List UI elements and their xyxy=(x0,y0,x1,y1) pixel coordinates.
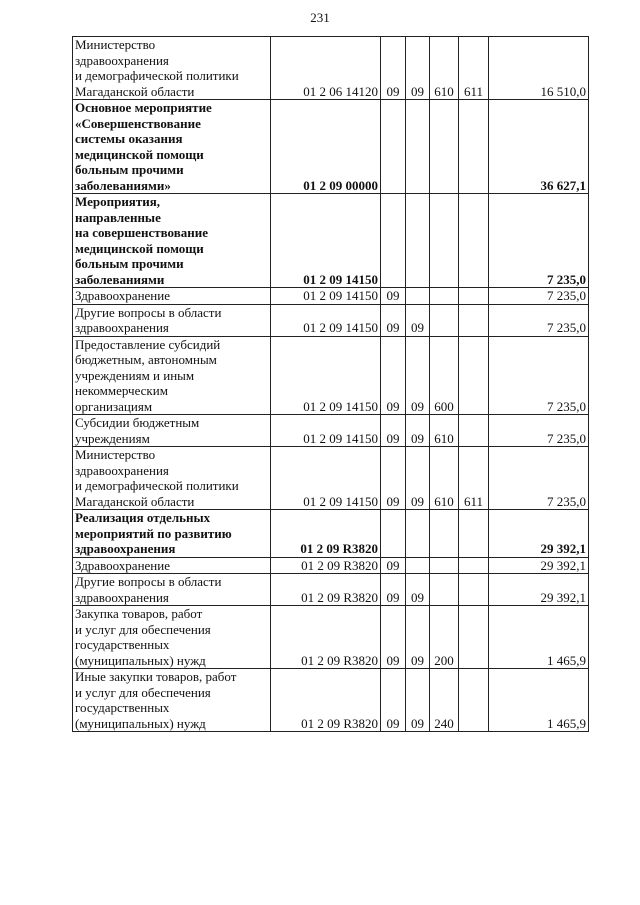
expense-type-cell xyxy=(430,510,459,558)
program-code-cell: 01 2 09 14150 xyxy=(271,288,381,305)
item-name-line: некоммерческим xyxy=(75,383,168,398)
table-row xyxy=(73,669,589,732)
section-cell: 09 xyxy=(381,336,406,415)
amount-cell: 7 235,0 xyxy=(489,336,589,415)
item-name-line: заболеваниями xyxy=(75,271,165,287)
table-row xyxy=(73,304,589,336)
item-name-cell xyxy=(73,304,271,336)
item-name-cell xyxy=(73,37,271,100)
item-name-cell xyxy=(73,510,271,558)
item-name-line: и демографической политики xyxy=(75,68,239,83)
admin-code-cell xyxy=(459,574,489,606)
subsection-cell: 09 xyxy=(406,304,430,336)
item-name-cell xyxy=(73,447,271,510)
table-row xyxy=(73,336,589,415)
item-name-line: Министерство xyxy=(75,37,156,52)
item-name-line: и услуг для обеспечения xyxy=(75,621,211,637)
admin-code-cell xyxy=(459,415,489,447)
item-name-line: направленные xyxy=(75,209,161,225)
item-name-cell xyxy=(73,194,271,288)
subsection-cell: 09 xyxy=(406,447,430,510)
table-row xyxy=(73,415,589,447)
item-name-line: и демографической политики xyxy=(75,478,239,493)
item-name-line: Предоставление субсидий xyxy=(75,336,221,352)
item-name-line: больным прочими xyxy=(75,256,184,271)
table-row xyxy=(73,557,589,574)
item-name-line: медицинской помощи xyxy=(75,240,204,256)
program-code-cell: 01 2 09 14150 xyxy=(271,194,381,288)
item-name-line: Закупка товаров, работ xyxy=(75,606,203,621)
table-row xyxy=(73,194,589,288)
item-name-line: Другие вопросы в области xyxy=(75,304,222,320)
program-code-cell: 01 2 09 R3820 xyxy=(271,574,381,606)
amount-cell: 7 235,0 xyxy=(489,304,589,336)
item-name-line: и услуг для обеспечения xyxy=(75,684,211,700)
item-name-line: медицинской помощи xyxy=(75,146,204,162)
program-code-cell: 01 2 09 R3820 xyxy=(271,557,381,574)
item-name-line: Министерство xyxy=(75,447,156,462)
expense-type-cell xyxy=(430,194,459,288)
item-name-line: Магаданской области xyxy=(75,83,195,99)
expense-type-cell: 610 xyxy=(430,37,459,100)
program-code-cell: 01 2 09 00000 xyxy=(271,100,381,194)
item-name-line: Основное мероприятие xyxy=(75,100,212,115)
page-number: 231 xyxy=(310,10,330,25)
item-name-line: системы оказания xyxy=(75,131,183,146)
item-name-line: Другие вопросы в области xyxy=(75,574,222,589)
program-code-cell: 01 2 09 R3820 xyxy=(271,510,381,558)
table-row xyxy=(73,288,589,305)
amount-cell: 7 235,0 xyxy=(489,447,589,510)
expense-type-cell: 610 xyxy=(430,447,459,510)
section-cell xyxy=(381,194,406,288)
amount-cell: 29 392,1 xyxy=(489,574,589,606)
subsection-cell: 09 xyxy=(406,574,430,606)
amount-cell: 29 392,1 xyxy=(489,510,589,558)
amount-cell: 1 465,9 xyxy=(489,669,589,732)
section-cell: 09 xyxy=(381,447,406,510)
amount-cell: 7 235,0 xyxy=(489,194,589,288)
item-name-cell xyxy=(73,336,271,415)
subsection-cell xyxy=(406,557,430,574)
section-cell: 09 xyxy=(381,557,406,574)
item-name-line: здравоохранения xyxy=(75,589,169,605)
item-name-cell xyxy=(73,415,271,447)
program-code-cell: 01 2 09 14150 xyxy=(271,415,381,447)
admin-code-cell xyxy=(459,100,489,194)
subsection-cell xyxy=(406,194,430,288)
admin-code-cell xyxy=(459,669,489,732)
admin-code-cell: 611 xyxy=(459,37,489,100)
expense-type-cell xyxy=(430,557,459,574)
program-code-cell: 01 2 06 14120 xyxy=(271,37,381,100)
amount-cell: 29 392,1 xyxy=(489,557,589,574)
item-name-line: мероприятий по развитию xyxy=(75,525,232,541)
expense-type-cell xyxy=(430,100,459,194)
item-name-line: учреждениям xyxy=(75,430,150,446)
item-name-line: здравоохранения xyxy=(75,462,169,478)
expense-type-cell: 200 xyxy=(430,606,459,669)
amount-cell: 7 235,0 xyxy=(489,288,589,305)
item-name-line: (муниципальных) нужд xyxy=(75,652,206,668)
subsection-cell: 09 xyxy=(406,336,430,415)
item-name-line: здравоохранения xyxy=(75,52,169,68)
amount-cell: 16 510,0 xyxy=(489,37,589,100)
subsection-cell: 09 xyxy=(406,669,430,732)
item-name-cell xyxy=(73,669,271,732)
admin-code-cell xyxy=(459,557,489,574)
item-name-line: здравоохранения xyxy=(75,541,176,556)
admin-code-cell xyxy=(459,194,489,288)
item-name-line: (муниципальных) нужд xyxy=(75,715,206,731)
item-name-line: учреждениям и иным xyxy=(75,367,195,383)
section-cell: 09 xyxy=(381,574,406,606)
program-code-cell: 01 2 09 R3820 xyxy=(271,669,381,732)
item-name-cell xyxy=(73,557,271,574)
amount-cell: 7 235,0 xyxy=(489,415,589,447)
item-name-cell xyxy=(73,288,271,305)
item-name-line: «Совершенствование xyxy=(75,115,201,131)
expense-type-cell: 610 xyxy=(430,415,459,447)
admin-code-cell xyxy=(459,288,489,305)
subsection-cell: 09 xyxy=(406,37,430,100)
item-name-cell xyxy=(73,606,271,669)
table-row xyxy=(73,37,589,100)
section-cell: 09 xyxy=(381,415,406,447)
table-row xyxy=(73,606,589,669)
amount-cell: 1 465,9 xyxy=(489,606,589,669)
program-code-cell: 01 2 09 14150 xyxy=(271,304,381,336)
item-name-line: Магаданской области xyxy=(75,493,195,509)
amount-cell: 36 627,1 xyxy=(489,100,589,194)
item-name-line: Субсидии бюджетным xyxy=(75,415,200,430)
table-row xyxy=(73,510,589,558)
section-cell: 09 xyxy=(381,304,406,336)
item-name-line: организациям xyxy=(75,398,153,414)
expense-type-cell: 600 xyxy=(430,336,459,415)
item-name-line: бюджетным, автономным xyxy=(75,352,217,367)
item-name-line: Мероприятия, xyxy=(75,194,161,209)
table-row xyxy=(73,574,589,606)
item-name-line: здравоохранения xyxy=(75,320,169,335)
item-name-line: больным прочими xyxy=(75,162,184,177)
program-code-cell: 01 2 09 14150 xyxy=(271,447,381,510)
section-cell: 09 xyxy=(381,606,406,669)
subsection-cell xyxy=(406,288,430,305)
admin-code-cell: 611 xyxy=(459,447,489,510)
section-cell xyxy=(381,510,406,558)
table-row xyxy=(73,447,589,510)
expense-type-cell xyxy=(430,574,459,606)
section-cell: 09 xyxy=(381,288,406,305)
section-cell: 09 xyxy=(381,669,406,732)
program-code-cell: 01 2 09 R3820 xyxy=(271,606,381,669)
subsection-cell: 09 xyxy=(406,606,430,669)
budget-table-body xyxy=(73,37,589,732)
admin-code-cell xyxy=(459,304,489,336)
expense-type-cell xyxy=(430,304,459,336)
table-row xyxy=(73,100,589,194)
item-name-line: на совершенствование xyxy=(75,225,208,240)
item-name-line: государственных xyxy=(75,637,170,652)
program-code-cell: 01 2 09 14150 xyxy=(271,336,381,415)
budget-table xyxy=(72,36,589,732)
item-name-cell xyxy=(73,574,271,606)
admin-code-cell xyxy=(459,510,489,558)
section-cell xyxy=(381,100,406,194)
item-name-line: Здравоохранение xyxy=(75,288,170,303)
item-name-line: Здравоохранение xyxy=(75,557,170,573)
subsection-cell xyxy=(406,100,430,194)
item-name-cell xyxy=(73,100,271,194)
section-cell: 09 xyxy=(381,37,406,100)
admin-code-cell xyxy=(459,606,489,669)
expense-type-cell: 240 xyxy=(430,669,459,732)
subsection-cell: 09 xyxy=(406,415,430,447)
item-name-line: Реализация отдельных xyxy=(75,510,211,525)
item-name-line: заболеваниями» xyxy=(75,177,171,193)
item-name-line: государственных xyxy=(75,700,170,715)
item-name-line: Иные закупки товаров, работ xyxy=(75,669,237,684)
expense-type-cell xyxy=(430,288,459,305)
admin-code-cell xyxy=(459,336,489,415)
subsection-cell xyxy=(406,510,430,558)
